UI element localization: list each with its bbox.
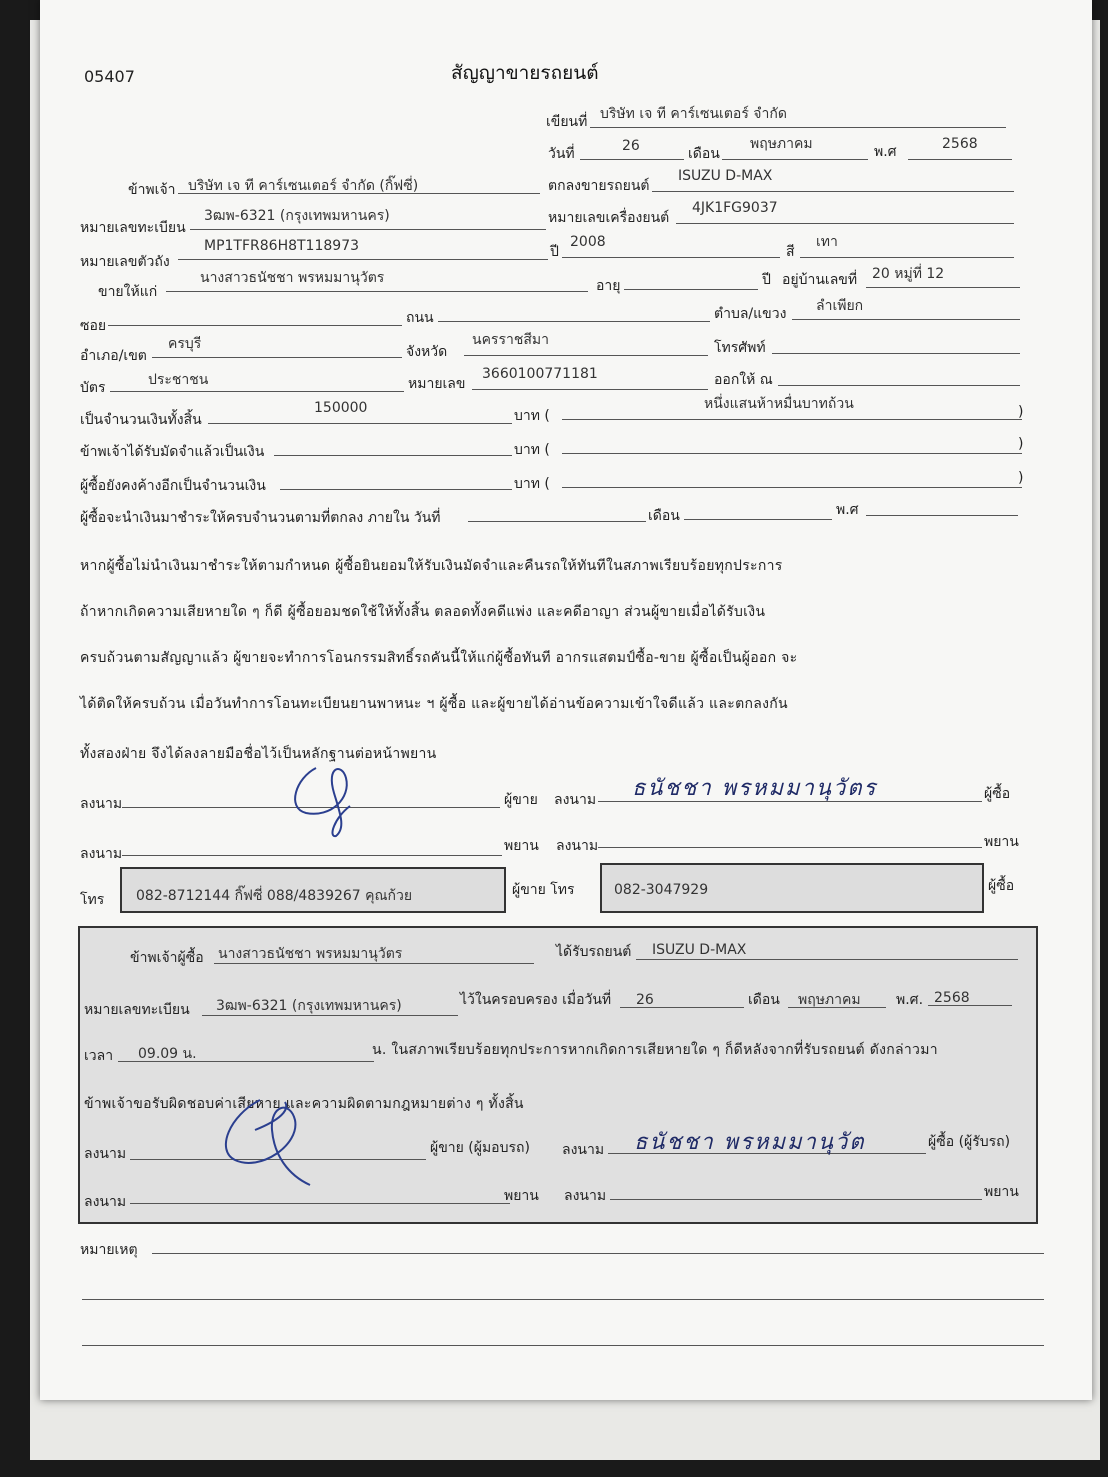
payment-year-line [866, 515, 1018, 516]
deposit-close-paren: ) [1018, 436, 1024, 452]
receipt-witness2-sign-line [610, 1199, 982, 1200]
year-value: 2568 [942, 136, 978, 152]
engine-label: หมายเลขเครื่องยนต์ [548, 210, 670, 226]
receipt-time-label: เวลา [84, 1048, 114, 1064]
color-label: สี [786, 244, 795, 260]
subdistrict-value: ลำเพียก [816, 298, 864, 314]
car-year-label: ปี [550, 244, 559, 260]
card-number-label: หมายเลข [408, 376, 466, 392]
remarks-line-1 [152, 1253, 1044, 1254]
terms-line-2: ถ้าหากเกิดความเสียหายใด ๆ ก็ดี ผู้ซื้อยอมชดใช้ให้ทั้งสิ้น ตลอดทั้งคดีแพ่ง และคดีอาญา ส่วนผู้ขายเมื่อได้รับเงิน [80, 604, 766, 620]
buyer-line [166, 291, 588, 292]
witness2-sign-line [598, 847, 982, 848]
receipt-buyer-sign-label: ลงนาม [562, 1142, 605, 1158]
total-text-value: หนึ่งแสนห้าหมื่นบาทถ้วน [704, 396, 854, 412]
subdistrict-label: ตำบล/แขวง [714, 306, 787, 322]
agree-sell-label: ตกลงขายรถยนต์ [548, 178, 650, 194]
receipt-condition-text: น. ในสภาพเรียบร้อยทุกประการหากเกิดการเสียหายใด ๆ ก็ดีหลังจากที่รับรถยนต์ ดังกล่าวมา [372, 1042, 938, 1058]
chassis-value: MP1TFR86H8T118973 [204, 238, 360, 254]
issued-at-line [778, 385, 1020, 386]
total-baht-label: บาท ( [514, 408, 550, 424]
receipt-month-value: พฤษภาคม [798, 992, 861, 1008]
receipt-witness1-sign-label: ลงนาม [84, 1194, 127, 1210]
registration-label: หมายเลขทะเบียน [80, 220, 186, 236]
receipt-time-value: 09.09 น. [138, 1046, 197, 1062]
road-label: ถนน [406, 310, 434, 326]
receipt-buyer-label: ข้าพเจ้าผู้ซื้อ [130, 950, 204, 966]
phone-label: โทรศัพท์ [714, 340, 766, 356]
receipt-witness2-sign-label: ลงนาม [564, 1188, 607, 1204]
address-line [866, 287, 1020, 288]
buyer-role-label: ผู้ซื้อ [984, 786, 1011, 802]
total-label: เป็นจำนวนเงินทั้งสิ้น [80, 412, 202, 428]
terms-line-1: หากผู้ซื้อไม่นำเงินมาชำระให้ตามกำหนด ผู้ซื้อยินยอมให้รับเงินมัดจำและคืนรถให้ทันทีในสภาพเรียบร้อยทุกประการ [80, 558, 783, 574]
card-number-value: 3660100771181 [482, 366, 598, 382]
color-value: เทา [816, 234, 838, 250]
card-line [110, 391, 404, 392]
subdistrict-line [792, 319, 1020, 320]
card-value: ประชาชน [148, 372, 209, 388]
witness2-sign-label: ลงนาม [556, 838, 599, 854]
buyer-phone-box [600, 863, 984, 913]
district-line [152, 357, 402, 358]
issued-at-label: ออกให้ ณ [714, 372, 773, 388]
receipt-witness1-sign-line [130, 1203, 510, 1204]
receipt-car-line [636, 959, 1018, 960]
province-label: จังหวัด [406, 344, 448, 360]
terms-line-4: ได้ติดให้ครบถ้วน เมื่อวันทำการโอนทะเบียนยานพาหนะ ฯ ผู้ซื้อ และผู้ขายได้อ่านข้อความเข้าใจดีแล้ว และตกลงกัน [80, 696, 788, 712]
payment-day-line [468, 521, 646, 522]
document-title: สัญญาขายรถยนต์ [451, 62, 599, 84]
deposit-baht-label: บาท ( [514, 442, 550, 458]
receipt-received-label: ได้รับรถยนต์ [556, 944, 632, 960]
owing-close-paren: ) [1018, 470, 1024, 486]
receipt-witness1-role-label: พยาน [504, 1188, 539, 1204]
day-line [580, 159, 684, 160]
document-number: 05407 [84, 67, 135, 86]
remarks-label: หมายเหตุ [80, 1242, 138, 1258]
seller-phone-value: 082-8712144 กิ๊ฟซี่ 088/4839267 คุณก้วย [136, 888, 413, 904]
age-label: อายุ [596, 278, 621, 294]
payment-year-label: พ.ศ [836, 502, 859, 518]
receipt-reg-label: หมายเลขทะเบียน [84, 1002, 190, 1018]
month-line [722, 159, 868, 160]
card-number-line [472, 389, 708, 390]
total-close-paren: ) [1018, 404, 1024, 420]
witness1-sign-line [122, 855, 502, 856]
terms-line-5: ทั้งสองฝ่าย จึงได้ลงลายมือชื่อไว้เป็นหลักฐานต่อหน้าพยาน [80, 746, 437, 762]
seller-label: ข้าพเจ้า [128, 182, 176, 198]
road-line [438, 321, 710, 322]
payment-due-label: ผู้ซื้อจะนำเงินมาชำระให้ครบจำนวนตามที่ตกลง ภายใน วันที่ [80, 510, 441, 526]
seller-phone-side-label: ผู้ขาย โทร [512, 882, 575, 898]
month-label: เดือน [688, 146, 720, 162]
card-label: บัตร [80, 380, 106, 396]
deposit-line [274, 455, 512, 456]
owing-label: ผู้ซื้อยังคงค้างอีกเป็นจำนวนเงิน [80, 478, 266, 494]
owing-text-line [562, 487, 1022, 488]
seller-signature-mark [276, 758, 386, 838]
buyer-phone-role-label: ผู้ซื้อ [988, 878, 1015, 894]
day-value: 26 [622, 138, 640, 154]
receipt-car-value: ISUZU D-MAX [652, 942, 747, 958]
district-label: อำเภอ/เขต [80, 348, 147, 364]
written-at-line [590, 127, 1006, 128]
receipt-possession-label: ไว้ในครอบครอง เมื่อวันที่ [460, 992, 612, 1008]
age-unit-label: ปี [762, 272, 771, 288]
witness1-role-label: พยาน [504, 838, 539, 854]
district-value: ครบุรี [168, 336, 202, 352]
color-line [800, 257, 1014, 258]
seller-phone-box [120, 867, 506, 913]
receipt-seller-sign-label: ลงนาม [84, 1146, 127, 1162]
buyer-sign-label: ลงนาม [554, 792, 597, 808]
written-at-label: เขียนที่ [546, 114, 588, 130]
receipt-witness2-role-label: พยาน [984, 1184, 1019, 1200]
remarks-line-3 [82, 1345, 1044, 1346]
province-line [464, 355, 708, 356]
buyer-handwritten-signature: ธนัชชา พรหมมานุวัตร [632, 776, 878, 801]
soi-label: ซอย [80, 318, 107, 334]
receipt-buyer-value: นางสาวธนัชชา พรหมมานุวัตร [218, 946, 403, 962]
total-line [208, 423, 512, 424]
terms-line-3: ครบถ้วนตามสัญญาแล้ว ผู้ขายจะทำการโอนกรรมสิทธิ์รถคันนี้ให้แก่ผู้ซื้อทันที อากรแสตมป์ซื้อ-ขาย ผู้ซื้อเป็นผู้ออก จะ [80, 650, 798, 666]
buyer-value: นางสาวธนัชชา พรหมมานุวัตร [200, 270, 385, 286]
registration-line [190, 229, 546, 230]
seller-role-label: ผู้ขาย [504, 792, 538, 808]
witness2-role-label: พยาน [984, 834, 1019, 850]
phone-line [772, 353, 1020, 354]
receipt-seller-role-label: ผู้ขาย (ผู้มอบรถ) [430, 1140, 530, 1156]
date-label: วันที่ [548, 146, 575, 162]
car-value: ISUZU D-MAX [678, 168, 773, 184]
receipt-seller-signature-mark [200, 1090, 340, 1190]
receipt-reg-line [202, 1015, 458, 1016]
deposit-label: ข้าพเจ้าได้รับมัดจำแล้วเป็นเงิน [80, 444, 265, 460]
contract-sheet [40, 0, 1092, 1400]
car-line [652, 191, 1014, 192]
address-label: อยู่บ้านเลขที่ [782, 272, 858, 288]
age-line [624, 289, 758, 290]
sell-to-label: ขายให้แก่ [98, 284, 158, 300]
year-label: พ.ศ [874, 144, 897, 160]
deposit-text-line [562, 453, 1022, 454]
total-value: 150000 [314, 400, 368, 416]
seller-phone-label: โทร [80, 892, 105, 908]
written-at-value: บริษัท เจ ที คาร์เซนเตอร์ จำกัด [600, 106, 787, 122]
receipt-buyer-role-label: ผู้ซื้อ (ผู้รับรถ) [928, 1134, 1011, 1150]
seller-value: บริษัท เจ ที คาร์เซนเตอร์ จำกัด (กิ๊ฟซี่) [188, 178, 419, 194]
chassis-line [178, 259, 548, 260]
chassis-label: หมายเลขตัวถัง [80, 254, 170, 270]
year-line [908, 159, 1012, 160]
receipt-month-label: เดือน [748, 992, 780, 1008]
buyer-phone-value: 082-3047929 [614, 882, 709, 898]
engine-line [676, 223, 1014, 224]
owing-baht-label: บาท ( [514, 476, 550, 492]
receipt-year-value: 2568 [934, 990, 970, 1006]
engine-value: 4JK1FG9037 [692, 200, 778, 216]
receipt-buyer-handwritten-signature: ธนัชชา พรหมมานุวัต [634, 1130, 866, 1155]
car-year-value: 2008 [570, 234, 606, 250]
receipt-year-label: พ.ศ. [896, 992, 924, 1008]
owing-line [280, 489, 512, 490]
payment-month-label: เดือน [648, 508, 680, 524]
seller-sign-label: ลงนาม [80, 796, 123, 812]
total-text-line [562, 419, 1022, 420]
car-year-line [562, 257, 780, 258]
remarks-line-2 [82, 1299, 1044, 1300]
receipt-reg-value: 3ฒพ-6321 (กรุงเทพมหานคร) [216, 998, 402, 1014]
address-value: 20 หมู่ที่ 12 [872, 266, 945, 282]
month-value: พฤษภาคม [750, 136, 813, 152]
province-value: นครราชสีมา [472, 332, 549, 348]
witness1-sign-label: ลงนาม [80, 846, 123, 862]
receipt-day-value: 26 [636, 992, 654, 1008]
receipt-liability-text: ข้าพเจ้าขอรับผิดชอบค่าเสียหาย และความผิดตามกฎหมายต่าง ๆ ทั้งสิ้น [84, 1096, 524, 1112]
payment-month-line [684, 519, 832, 520]
soi-line [108, 325, 402, 326]
registration-value: 3ฒพ-6321 (กรุงเทพมหานคร) [204, 208, 390, 224]
receipt-buyer-line [214, 963, 534, 964]
